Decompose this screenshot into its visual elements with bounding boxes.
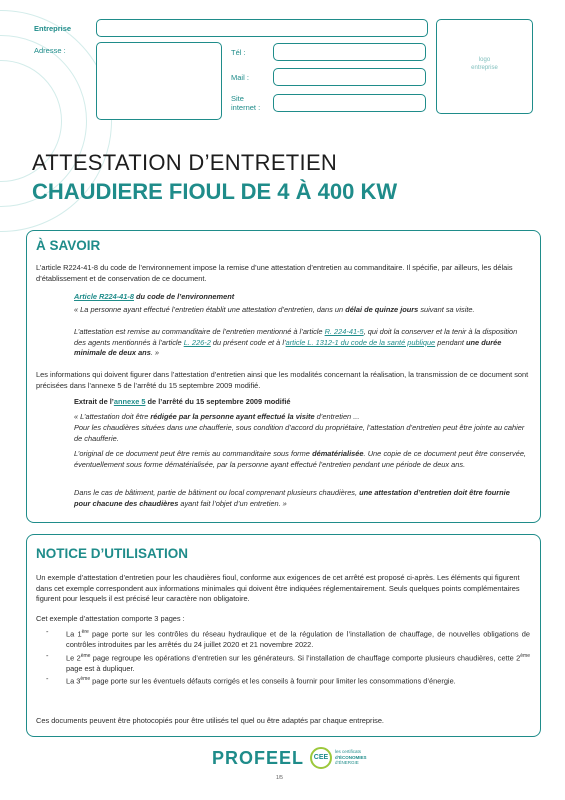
entreprise-label: Entreprise: [34, 24, 72, 33]
cee-badge-icon: [310, 747, 332, 769]
b3-b: page porte sur les éventuels défauts corrigés et les conseils à fournir pour limiter les consommations d’énergie.: [90, 676, 456, 686]
e4-b: une attestation d’entretien doit être fournie pour chacune des chaudières: [74, 488, 510, 508]
link-r224-41-5[interactable]: R. 224-41-5: [324, 327, 364, 336]
site-label-line2: internet :: [231, 103, 261, 112]
b1-a: La 1: [66, 629, 82, 639]
entreprise-field[interactable]: [96, 19, 428, 37]
notice-paragraph-1: Un exemple d’attestation d’entretien pour les chaudières fioul, conforme aux exigences de cet arrêté est proposé ci-après. Les éléments qui figurent dans cet exemple correspondent aux informations minimales qui doivent être indiquées réglementairement. Seuls quelques points complémentaires figurent pour lesquels il est précisé leur caractère non obligatoire.: [36, 573, 520, 604]
notice-heading: NOTICE D’UTILISATION: [36, 546, 188, 561]
q2-e: une durée minimale de deux ans: [74, 337, 502, 358]
extract-a: Extrait de l’: [74, 397, 114, 406]
e3-b: dématérialisée: [312, 449, 364, 458]
q1-a: « La personne ayant effectué l’entretien établit une attestation d’entretien, dans un: [74, 305, 346, 314]
article-ref-rest: du code de l’environnement: [133, 292, 235, 301]
e4-a: Dans le cas de bâtiment, partie de bâtiment ou local comprenant plusieurs chaudières,: [74, 488, 360, 497]
adresse-field[interactable]: [96, 42, 222, 120]
adresse-label: Adresse :: [34, 46, 66, 55]
site-internet-field[interactable]: [273, 94, 426, 112]
link-l1312-1[interactable]: article L. 1312-1 du code de la santé publique: [285, 337, 436, 347]
b1-b: page porte sur les contrôles du réseau hydraulique et de la régulation de l’installation de chauffage, de nouvelles obligations de contrôles introduites par les arrêtés du 24 juillet 2020 et 21 novembre 2022.: [66, 629, 530, 650]
q2-f: . »: [150, 348, 160, 358]
site-label: [231, 94, 260, 112]
b2-sup: ème: [80, 652, 91, 659]
e1-c: d’entretien ...: [314, 412, 360, 421]
extract-heading: [74, 397, 526, 408]
extract-1: [74, 412, 526, 423]
q1-b: délai de quinze jours: [345, 305, 419, 314]
mail-label: Mail :: [231, 73, 249, 82]
b2-sup2: ème: [520, 652, 530, 659]
list-item: - Le 2ème page regroupe les opérations d’entretien sur les générateurs. Si l’installation de chauffage comporte plusieurs chaudières, cette 2ème page est à dupliquer.: [46, 650, 530, 673]
cee-text-2: d’ÉCONOMIES: [335, 754, 367, 760]
extract-2: Pour les chaudières situées dans une chaufferie, sous condition d’accord du propriétaire, l’attestation d’entretien peut être jointe au cahier de chaufferie.: [74, 423, 525, 443]
a-savoir-intro: L’article R224-41-8 du code de l’environnement impose la remise d’une attestation d’entretien au commanditaire. Il spécifie, par ailleurs, les délais d’établissement et de conservation de ce document.: [36, 263, 513, 283]
logo-text-line1: logo: [478, 57, 491, 63]
list-item: - La 3ème page porte sur les éventuels défauts corrigés et les conseils à fournir pour limiter les consommations d’énergie.: [46, 674, 456, 686]
document-title: ATTESTATION D’ENTRETIEN: [32, 150, 338, 175]
b2-b: page regroupe les opérations d’entretien sur les générateurs. Si l’installation de chauffage comporte plusieurs chaudières, cette 2: [90, 653, 521, 663]
a-savoir-info: Les informations qui doivent figurer dans l’attestation d’entretien ainsi que les modalités concernant la réalisation, la transmission de ce document sont précisées dans l’annexe 5 de l’arrêté du 15 septembre 2009 modifié.: [36, 370, 529, 390]
article-link[interactable]: Article R224-41-8: [74, 292, 134, 301]
list-item: - La 1ère page porte sur les contrôles du réseau hydraulique et de la régulation de l’installation de chauffage, de nouvelles obligations de contrôles introduites par les arrêtés du 24 juillet 2020 et 21 novembre 2022.: [46, 627, 530, 650]
tel-field[interactable]: [273, 43, 426, 61]
b3-sup: ème: [80, 676, 91, 683]
cee-text-1: les certificats: [335, 749, 362, 754]
logo-placeholder[interactable]: [436, 19, 533, 114]
annexe-5-link[interactable]: annexe 5: [113, 397, 146, 406]
e3-a: L’original de ce document peut être remis au commanditaire sous forme: [74, 449, 313, 458]
document-subtitle: CHAUDIERE FIOUL DE 4 À 400 KW: [32, 179, 398, 204]
q1-c: suivant sa visite.: [418, 305, 475, 314]
cee-logo: [310, 747, 370, 771]
q2-d: pendant: [435, 337, 467, 347]
cee-badge-text: CEE: [313, 754, 329, 761]
a-savoir-heading: À SAVOIR: [36, 238, 101, 253]
b1-sup: ère: [81, 629, 89, 635]
e3-c: . Une copie de ce document peut être conservée, éventuellement sous forme dématérialisée, par la personne ayant effectué l’entretien pendant une période de deux ans.: [74, 449, 526, 469]
notice-paragraph-3: Ces documents peuvent être photocopiés pour être utilisés tel quel ou être adaptés par chaque entreprise.: [36, 716, 384, 725]
extract-b: de l’arrêté du 15 septembre 2009 modifié: [145, 397, 291, 406]
tel-label: Tél :: [231, 48, 246, 57]
extract-4: [74, 488, 526, 509]
q2-c: du présent code et à l’: [210, 337, 286, 347]
e1-a: « L’attestation doit être: [74, 412, 151, 421]
quote-1: [74, 305, 526, 316]
cee-text-3: d’ÉNERGIE: [335, 760, 359, 765]
link-l226-2[interactable]: L. 226-2: [183, 337, 211, 347]
b2-c: page est à dupliquer.: [66, 663, 135, 673]
site-label-line1: Site: [231, 94, 244, 103]
e4-c: ayant fait l’objet d’un entretien. »: [178, 498, 287, 508]
q2-a: L’attestation est remise au commanditaire de l’entretien mentionné à l’article: [74, 327, 325, 336]
b2-a: Le 2: [66, 653, 81, 663]
notice-paragraph-2: Cet exemple d’attestation comporte 3 pages :: [36, 614, 185, 623]
profeel-brand-text: PROFEEL: [212, 748, 305, 768]
notice-page-list: [36, 627, 530, 687]
logo-text-line2: entreprise: [471, 65, 498, 71]
page-number: 1/5: [276, 775, 283, 781]
b3-a: La 3: [66, 676, 81, 686]
e1-b: rédigée par la personne ayant effectué la visite: [150, 412, 315, 421]
profeel-logo: [212, 748, 304, 769]
quote-2: [74, 327, 526, 359]
q2-b: , qui doit la conserver et la tenir à la disposition des agents mentionnés à l’article: [74, 327, 518, 347]
extract-3: [74, 449, 526, 470]
article-reference: [74, 292, 526, 303]
mail-field[interactable]: [273, 68, 426, 86]
